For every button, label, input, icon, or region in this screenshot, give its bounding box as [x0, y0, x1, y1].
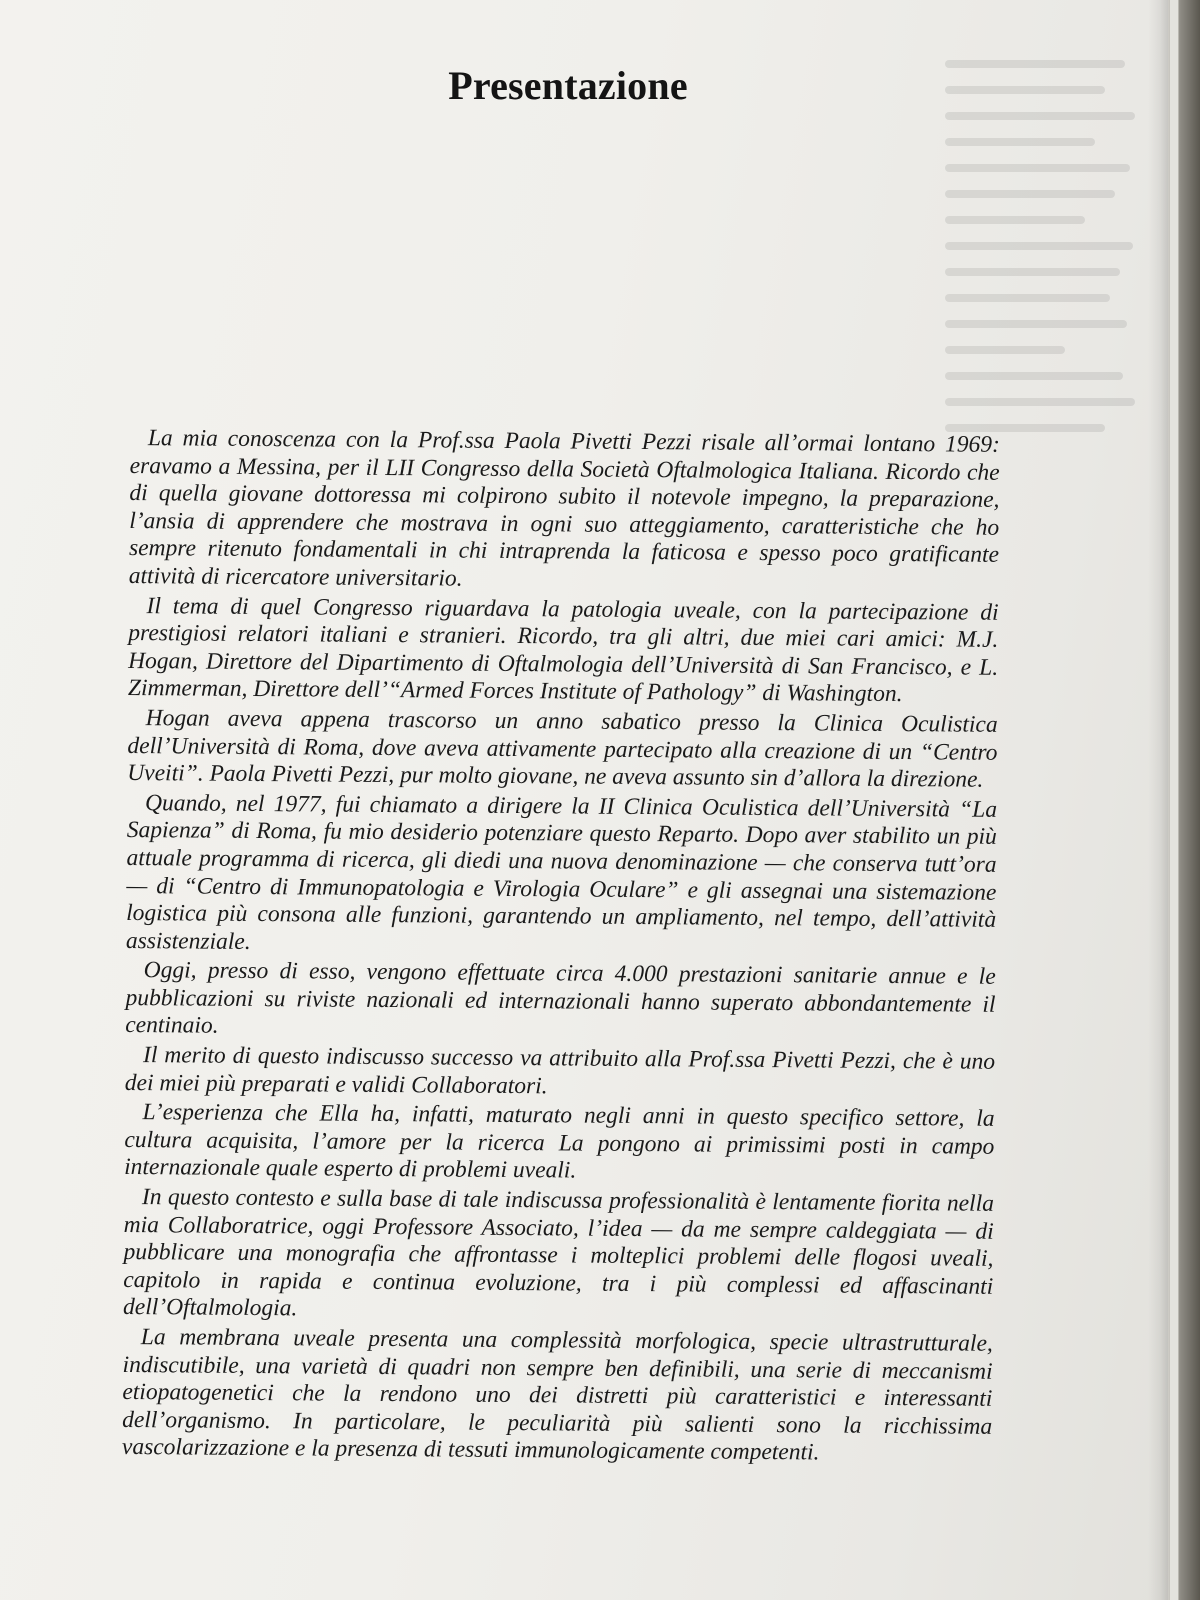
paragraph: In questo contesto e sulla base di tale indiscussa professionalità è lentamente fiorita nella mia Collaboratrice, oggi Professore Associato, l’idea — da me sempre caldeggiata — di pubblicare una monografia che affrontasse i molteplici problemi delle flogosi uveali, capitolo in rapida e continua evoluzione, tra i più complessi ed affascinanti dell’Oftalmologia.	[122, 1184, 995, 1322]
paragraph: La membrana uveale presenta una complessità morfologica, specie ultrastrutturale, indiscutibile, una varietà di quadri non sempre ben definibili, una serie di meccanismi etiopatogenetici che la rendono uno dei distretti più caratteristici e interessanti dell’organismo. In particolare, le peculiarità più salienti sono la ricchissima vascolarizzazione e la presenza di tessuti immunologicamente competenti.	[121, 1324, 993, 1466]
underlying-sheet	[1170, 0, 1179, 1600]
page-edge-shadow	[1148, 0, 1168, 1600]
paragraph: Il merito di questo indiscusso successo va attribuito alla Prof.ssa Pivetti Pezzi, che è uno dei miei più preparati e validi Collaboratori.	[124, 1042, 996, 1099]
paragraph: Quando, nel 1977, fui chiamato a dirigere la II Clinica Oculistica dell’Università “La Sapienza” di Roma, fu mio desiderio potenziare questo Reparto. Dopo aver stabilito un più attuale programma di ricerca, gli diedi una nuova denominazione — che conserva tutt’ora — di “Centro di Immunopatologia e Virologia Oculare” e gli assegnai una sistemazione logistica più consona alle funzioni, garantendo un ampliamento, nel tempo, dell’attività assistenziale.	[125, 789, 998, 955]
show-through-text	[945, 60, 1145, 480]
underlying-pages	[1168, 0, 1200, 1600]
paragraph: La mia conoscenza con la Prof.ssa Paola Pivetti Pezzi risale all’ormai lontano 1969: eravamo a Messina, per il LII Congresso della Società Oftalmologica Italiana. Ricordo che di quella giovane dottoressa mi colpirono subito il notevole impegno, la preparazione, l’ansia di apprendere che mostrava in ogni suo atteggiamento, caratteristiche che ho sempre ritenuto fondamentali in chi intraprenda la faticosa e spesso poco gratificante attività di ricercatore universitario.	[128, 425, 1000, 592]
paragraph: Hogan aveva appena trascorso un anno sabatico presso la Clinica Oculistica dell’Università di Roma, dove aveva attivamente partecipato alla creazione di un “Centro Uveiti”. Paola Pivetti Pezzi, pur molto giovane, ne aveva assunto sin d’allora la direzione.	[127, 705, 998, 793]
paragraph: Oggi, presso di esso, vengono effettuate circa 4.000 prestazioni sanitarie annue e le pubblicazioni su riviste nazionali ed internazionali hanno superato abbondantemente il centinaio.	[125, 957, 996, 1040]
body-text	[122, 425, 1000, 1471]
paragraph: Il tema di quel Congresso riguardava la patologia uveale, con la partecipazione di prestigiosi relatori italiani e stranieri. Ricordo, tra gli altri, due miei cari amici: M.J. Hogan, Direttore del Dipartimento di Oftalmologia dell’Università di San Francisco, e L. Zimmerman, Direttore dell’“Armed Forces Institute of Pathology” di Washington.	[127, 592, 999, 708]
page-title: Presentazione	[448, 63, 688, 108]
paragraph: L’esperienza che Ella ha, infatti, maturato negli anni in questo specifico settore, la cultura acquisita, l’amore per la ricerca La pongono ai primissimi posti in campo internazionale quale esperto di problemi uveali.	[124, 1099, 995, 1184]
